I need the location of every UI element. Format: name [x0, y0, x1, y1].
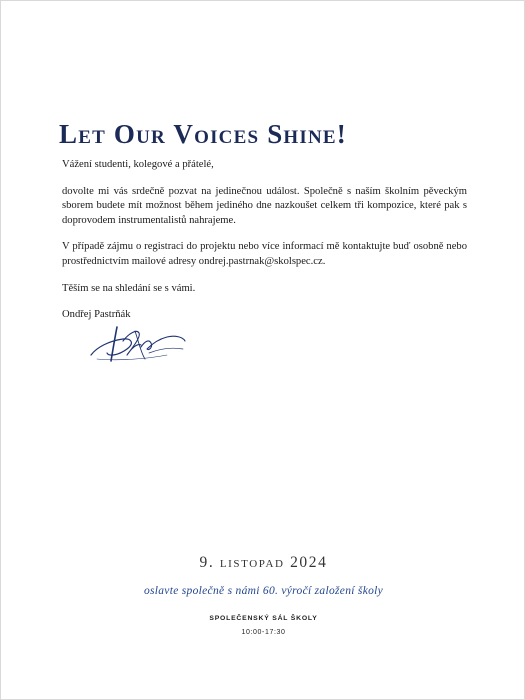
event-time: 10:00-17:30: [241, 629, 286, 636]
invitation-paragraph: dovolte mi vás srdečně pozvat na jedinečnou událost. Společně s naším školním pěveckým sborem budete mít možnost během jediného dne nazkoušet celkem tři kompozice, které pak s doprovodem instrumentalistů nahrajeme.: [62, 185, 467, 226]
event-tagline: oslavte společně s námi 60. výročí založení školy: [143, 585, 384, 597]
handwritten-signature: [87, 319, 197, 367]
greeting: Vážení studenti, kolegové a přátelé,: [62, 159, 214, 170]
contact-paragraph: V případě zájmu o registraci do projektu nebo více informací mě kontaktujte buď osobně nebo prostřednictvím mailové adresy ondrej.pastrnak@skolspec.cz.: [62, 241, 467, 267]
headline: Let Our Voices Shine!: [59, 119, 347, 149]
event-venue: SPOLEČENSKÝ SÁL ŠKOLY: [209, 615, 318, 622]
sender-name: Ondřej Pastrňák: [62, 309, 131, 321]
letter-body: [62, 158, 467, 335]
event-date: 9. listopad 2024: [199, 554, 328, 571]
closing-line: Těším se na shledání se s vámi.: [62, 282, 196, 294]
